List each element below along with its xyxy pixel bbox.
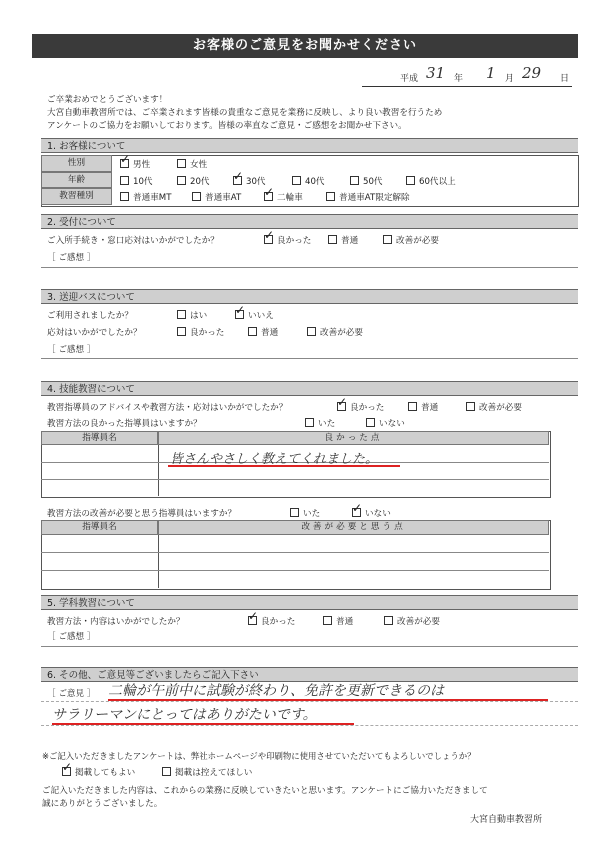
intro-line-1: ご卒業おめでとうございます！ <box>47 95 168 105</box>
good-instructor-yes-option[interactable]: いた <box>305 417 335 429</box>
improve-instructor-yes-option[interactable]: いた <box>290 507 320 519</box>
bus-yes-option[interactable]: はい <box>177 309 207 321</box>
divider <box>41 267 578 268</box>
reception-question: ご入所手続き・窓口応対はいかがでしたか？ <box>47 236 219 246</box>
bus-good-option[interactable]: 良かった <box>177 326 224 338</box>
checkbox-icon <box>307 327 316 336</box>
checkbox-icon <box>352 508 361 517</box>
type-label: 教習種別 <box>41 188 112 205</box>
red-underline <box>168 465 400 467</box>
checkbox-icon <box>323 616 332 625</box>
checkbox-icon <box>233 176 242 185</box>
date-year: 31 <box>426 64 446 82</box>
opinion-label: ［ ご意見 ］ <box>47 689 96 699</box>
checkbox-icon <box>366 418 375 427</box>
footer-line-2: 誠にありがとうございました。 <box>42 799 163 809</box>
age-option-40[interactable]: 40代 <box>292 175 325 187</box>
lecture-normal-option[interactable]: 普通 <box>323 615 353 627</box>
lecture-comment-label: ［ ご感想 ］ <box>47 632 96 642</box>
checkbox-icon <box>162 767 171 776</box>
checkbox-icon <box>120 176 129 185</box>
checkbox-icon <box>248 327 257 336</box>
section-2-header: 2. 受付について <box>41 214 578 229</box>
table2-col-instructor: 指導員名 <box>41 520 158 535</box>
gender-male-option[interactable]: ✓男性 <box>120 158 150 170</box>
skill-instruction-question: 教習指導員のアドバイスや教習方法・応対はいかがでしたか？ <box>47 403 288 413</box>
form-title: お客様のご意見をお聞かせください <box>32 34 578 58</box>
type-option-motorcycle[interactable]: ✓ 二輪車 <box>264 191 303 203</box>
table-divider <box>158 535 159 588</box>
checkbox-icon <box>120 159 129 168</box>
date-line <box>362 64 572 87</box>
checkbox-icon <box>383 235 392 244</box>
intro-line-2: 大宮自動車教習所では、ご卒業されます皆様の貴重なご意見を業務に反映し、より良い教習を行うため <box>47 108 443 118</box>
table1-col-good-points: 良かった点 <box>158 431 549 445</box>
checkbox-icon <box>406 176 415 185</box>
table-divider <box>158 445 159 496</box>
date-year-unit: 年 <box>454 74 464 84</box>
good-instructor-question: 教習方法の良かった指導員はいますか？ <box>47 419 202 429</box>
age-option-10[interactable]: 10代 <box>120 175 153 187</box>
good-instructor-no-option[interactable]: いない <box>366 417 405 429</box>
section-5-header: 5. 学科教習について <box>41 595 578 610</box>
age-option-30[interactable]: ✓ 30代 <box>233 175 266 187</box>
table-row-line <box>41 570 549 571</box>
bus-no-option[interactable]: ✓ いいえ <box>235 309 274 321</box>
checkbox-icon <box>305 418 314 427</box>
publish-no-option[interactable]: 掲載は控えてほしい <box>162 766 252 778</box>
checkbox-icon <box>328 235 337 244</box>
divider <box>41 358 578 359</box>
checkbox-icon <box>408 402 417 411</box>
checkbox-icon <box>177 310 186 319</box>
section-1-header: 1. お客様について <box>41 138 578 153</box>
publish-consent-question: ※ご記入いただきましたアンケートは、弊社ホームページや印刷物に使用させていただいてもよろしいでしょうか？ <box>42 751 476 761</box>
table2-col-improve-points: 改善が必要と思う点 <box>158 520 549 535</box>
reception-good-option[interactable]: ✓ 良かった <box>264 234 311 246</box>
checkbox-icon <box>290 508 299 517</box>
type-option-mt[interactable]: 普通車MT <box>120 191 171 203</box>
school-signature: 大宮自動車教習所 <box>470 815 543 825</box>
checkbox-icon <box>177 327 186 336</box>
bus-service-question: 応対はいかがでしたか？ <box>47 328 142 338</box>
lecture-good-option[interactable]: ✓ 良かった <box>248 615 295 627</box>
checkbox-icon <box>192 192 201 201</box>
date-day: 29 <box>522 64 542 82</box>
checkbox-icon <box>292 176 301 185</box>
date-era: 平成 <box>400 74 419 84</box>
gender-female-option[interactable]: 女性 <box>177 158 207 170</box>
improve-instructor-no-option[interactable]: ✓ いない <box>352 507 391 519</box>
checkbox-icon <box>466 402 475 411</box>
checkbox-icon <box>326 192 335 201</box>
checkbox-icon <box>264 192 273 201</box>
checkbox-icon <box>235 310 244 319</box>
checkbox-icon <box>337 402 346 411</box>
table-row-line <box>41 552 549 553</box>
improve-instructor-question: 教習方法の改善が必要と思う指導員はいますか？ <box>47 509 237 519</box>
age-option-50[interactable]: 50代 <box>350 175 383 187</box>
checkbox-icon <box>177 159 186 168</box>
checkbox-icon <box>62 767 71 776</box>
date-month: 1 <box>486 64 496 82</box>
date-month-unit: 月 <box>505 74 515 84</box>
section-6-header: 6. その他、ご意見等ございましたらご記入下さい <box>41 667 578 682</box>
handwritten-opinion-line-2: サラリーマンにとってはありがたいです。 <box>52 707 317 723</box>
age-option-60[interactable]: 60代以上 <box>406 175 456 187</box>
checkbox-icon <box>177 176 186 185</box>
lecture-improve-option[interactable]: 改善が必要 <box>384 615 440 627</box>
checkbox-icon <box>350 176 359 185</box>
checkbox-icon <box>384 616 393 625</box>
age-option-20[interactable]: 20代 <box>177 175 210 187</box>
age-label: 年齢 <box>41 172 112 188</box>
date-day-unit: 日 <box>560 74 570 84</box>
checkbox-icon <box>264 235 273 244</box>
skill-good-option[interactable]: ✓ 良かった <box>337 401 384 413</box>
footer-line-1: ご記入いただきました内容は、これからの業務に反映していきたいと思います。アンケートにご協力いただきまして <box>42 786 488 796</box>
ruled-line <box>41 725 578 726</box>
section-4-header: 4. 技能教習について <box>41 381 578 396</box>
bus-use-question: ご利用されましたか？ <box>47 311 133 321</box>
reception-comment-label: ［ ご感想 ］ <box>47 253 96 263</box>
gender-label: 性別 <box>41 155 112 172</box>
bus-improve-option[interactable]: 改善が必要 <box>307 326 363 338</box>
publish-yes-option[interactable]: ✓掲載してもよい <box>62 766 135 778</box>
skill-improve-option[interactable]: 改善が必要 <box>466 401 522 413</box>
type-option-at[interactable]: 普通車AT <box>192 191 241 203</box>
checkbox-icon <box>248 616 257 625</box>
checkbox-icon <box>120 192 129 201</box>
section-3-header: 3. 送迎バスについて <box>41 289 578 304</box>
bus-normal-option[interactable]: 普通 <box>248 326 278 338</box>
ruled-line <box>41 701 578 702</box>
reception-improve-option[interactable]: 改善が必要 <box>383 234 439 246</box>
divider <box>41 646 578 647</box>
skill-normal-option[interactable]: 普通 <box>408 401 438 413</box>
table-row-line <box>41 479 549 480</box>
handwritten-good-points: 皆さんやさしく教えてくれました。 <box>170 452 379 467</box>
handwritten-opinion-line-1: 二輪が午前中に試験が終わり、免許を更新できるのは <box>108 683 444 699</box>
type-option-at-limit[interactable]: 普通車AT限定解除 <box>326 191 410 203</box>
bus-comment-label: ［ ご感想 ］ <box>47 345 96 355</box>
intro-line-3: アンケートのご協力をお願いしております。皆様の率直なご意見・ご感想をお聞かせ下さい。 <box>47 121 407 131</box>
table1-col-instructor: 指導員名 <box>41 431 158 445</box>
lecture-question: 教習方法・内容はいかがでしたか？ <box>47 617 185 627</box>
reception-normal-option[interactable]: 普通 <box>328 234 358 246</box>
